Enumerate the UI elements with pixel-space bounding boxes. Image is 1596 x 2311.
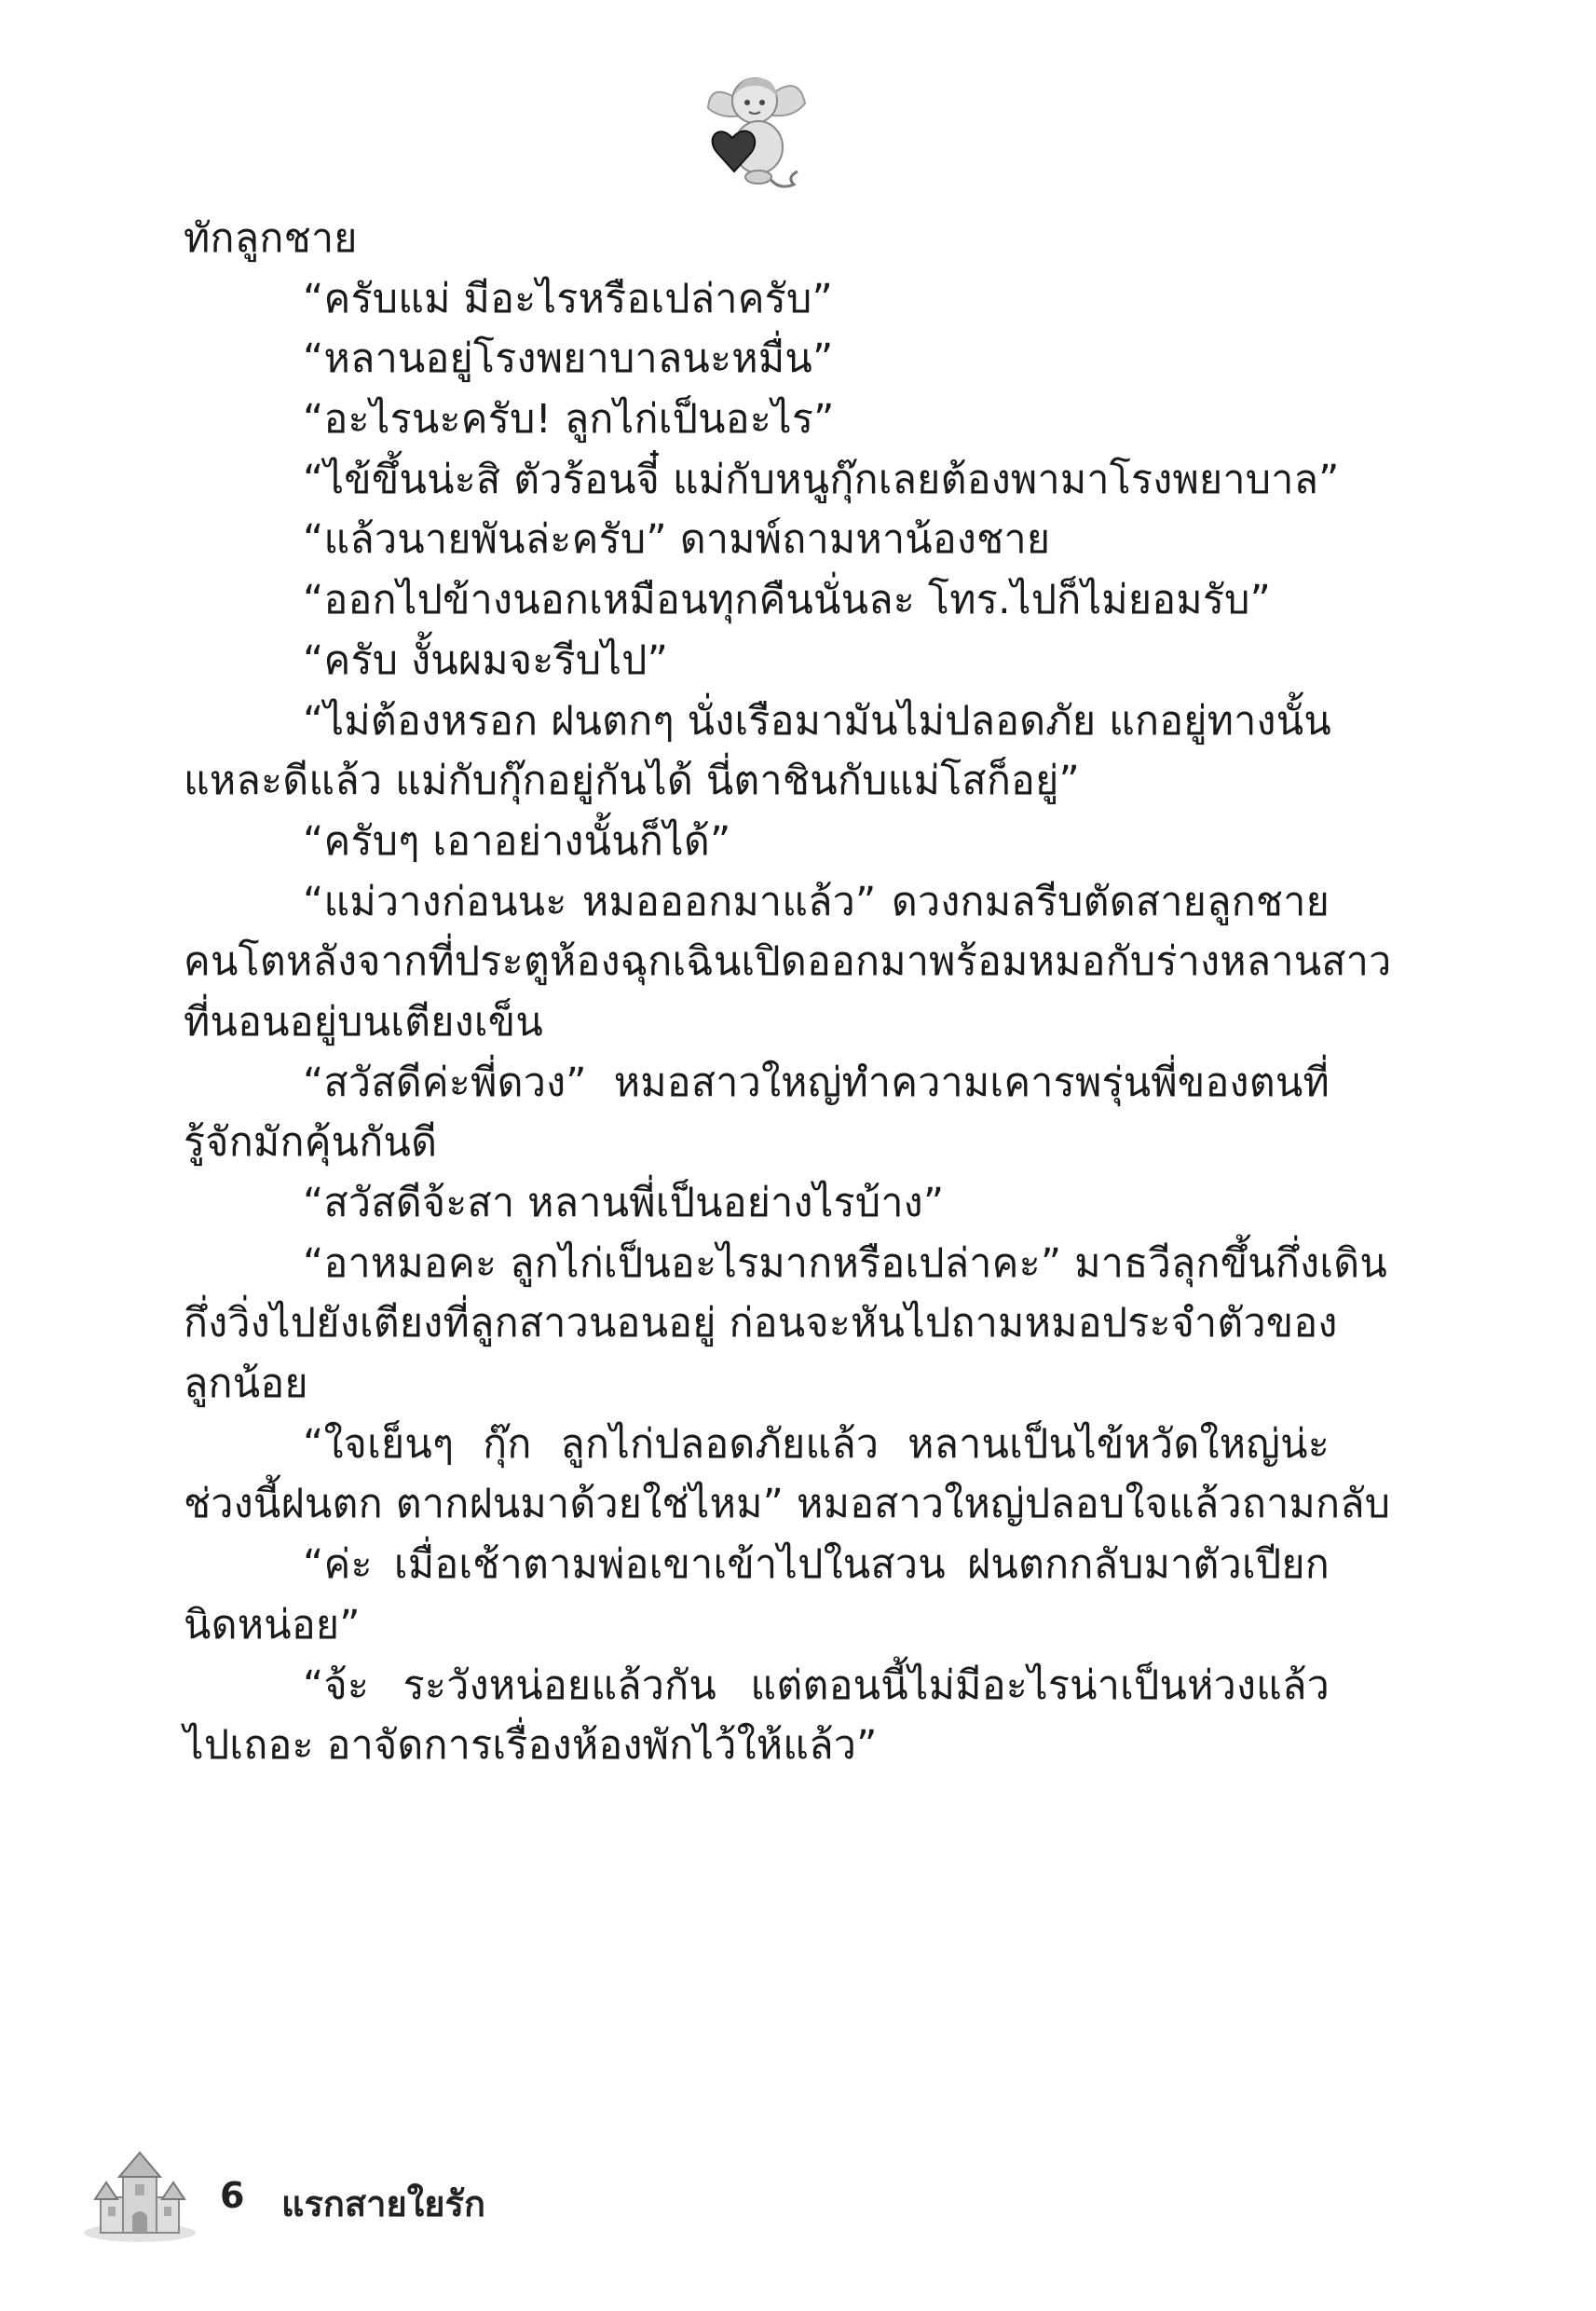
text-line: ช่วงนี้ฝนตก ตากฝนมาด้วยใช่ไหม” หมอสาวใหญ่ปลอบใจแล้วถามกลับ [184,1481,1391,1528]
text-line: “หลานอยู่โรงพยาบาลนะหมื่น” [303,335,834,383]
page-number: 6 [220,2175,245,2216]
text-line: “ครับ งั้นผมจะรีบไป” [303,636,669,684]
story-text [184,209,1392,1776]
text-line: “ไม่ต้องหรอก ฝนตกๆ นั่งเรือมามันไม่ปลอดภัย แกอยู่ทางนั้น [303,697,1331,745]
text-line: “สวัสดีค่ะพี่ดวง” หมอสาวใหญ่ทำความเคารพรุ่นพี่ของตนที่ [303,1059,1330,1106]
text-line: “ครับๆ เอาอย่างนั้นก็ได้” [303,817,731,865]
text-line: ที่นอนอยู่บนเตียงเข็น [184,998,543,1046]
text-line: “อะไรนะครับ! ลูกไก่เป็นอะไร” [303,396,835,444]
text-line: นิดหน่อย” [184,1601,361,1648]
text-line: “ไข้ขึ้นน่ะสิ ตัวร้อนจี๋ แม่กับหนูกุ๊กเลยต้องพามาโรงพยาบาล” [303,456,1340,503]
book-title: แรกสายใยรัก [281,2183,485,2224]
text-line: “ใจเย็นๆ กุ๊ก ลูกไก่ปลอดภัยแล้ว หลานเป็นไข้หวัดใหญ่น่ะ [303,1420,1330,1468]
page-footer [82,2141,641,2244]
text-line: “อาหมอคะ ลูกไก่เป็นอะไรมากหรือเปล่าคะ” มาธวีลุกขึ้นกึ่งเดิน [303,1239,1387,1287]
text-line: ลูกน้อย [184,1361,308,1408]
text-line: กึ่งวิ่งไปยังเตียงที่ลูกสาวนอนอยู่ ก่อนจะหันไปถามหมอประจำตัวของ [184,1300,1338,1347]
text-line: “ออกไปข้างนอกเหมือนทุกคืนนั่นละ โทร.ไปก็ไม่ยอมรับ” [303,577,1272,624]
cupid-with-heart-icon [701,62,812,201]
text-line: ไปเถอะ อาจัดการเรื่องห้องพักไว้ให้แล้ว” [184,1722,878,1770]
text-line: “จ้ะ ระวังหน่อยแล้วกัน แต่ตอนนี้ไม่มีอะไรน่าเป็นห่วงแล้ว [303,1661,1330,1709]
text-line: “แม่วางก่อนนะ หมอออกมาแล้ว” ดวงกมลรีบตัดสายลูกชาย [303,878,1330,925]
castle-icon [82,2151,198,2244]
text-line: รู้จักมักคุ้นกันดี [184,1119,438,1167]
text-line: แหละดีแล้ว แม่กับกุ๊กอยู่กันได้ นี่ตาชินกับแม่โสก็อยู่” [184,758,1080,805]
text-line: “แล้วนายพันล่ะครับ” ดามพ์ถามหาน้องชาย [303,516,1051,564]
text-line: “ครับแม่ มีอะไรหรือเปล่าครับ” [303,275,833,322]
text-line: คนโตหลังจากที่ประตูห้องฉุกเฉินเปิดออกมาพร้อมหมอกับร่างหลานสาว [184,938,1392,986]
text-line: “ค่ะ เมื่อเช้าตามพ่อเขาเข้าไปในสวน ฝนตกกลับมาตัวเปียก [303,1541,1330,1589]
text-line: “สวัสดีจ้ะสา หลานพี่เป็นอย่างไรบ้าง” [303,1180,945,1226]
text-line: ทักลูกชาย [184,215,358,262]
